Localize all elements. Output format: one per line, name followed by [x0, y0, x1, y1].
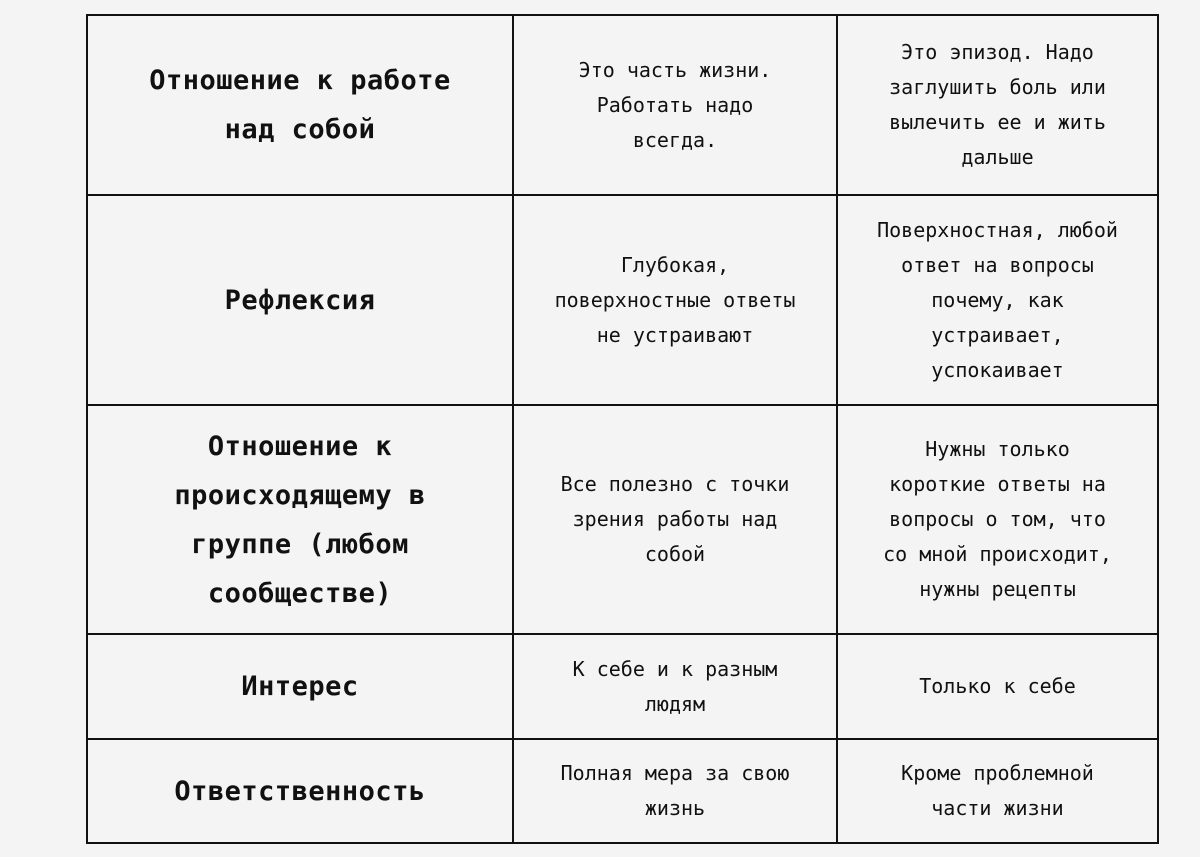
row-label-cell: Интерес: [87, 634, 513, 739]
column-a-cell: Полная мера за свою жизнь: [513, 739, 837, 843]
column-b-cell: Только к себе: [837, 634, 1158, 739]
row-label-cell: Отношение к работе над собой: [87, 15, 513, 195]
row-label-cell: Рефлексия: [87, 195, 513, 405]
table-row-interest: [87, 634, 1158, 739]
row-label-cell: Отношение к происходящему в группе (любом сообществе): [87, 405, 513, 634]
comparison-table: [86, 14, 1159, 844]
column-a-cell: Это часть жизни. Работать надо всегда.: [513, 15, 837, 195]
table-row-reflection: [87, 195, 1158, 405]
table-row-group-attitude: [87, 405, 1158, 634]
column-a-cell: Все полезно с точки зрения работы над собой: [513, 405, 837, 634]
column-b-cell: Поверхностная, любой ответ на вопросы почему, как устраивает, успокаивает: [837, 195, 1158, 405]
column-b-cell: Кроме проблемной части жизни: [837, 739, 1158, 843]
row-label-cell: Ответственность: [87, 739, 513, 843]
column-b-cell: Это эпизод. Надо заглушить боль или вылечить ее и жить дальше: [837, 15, 1158, 195]
table-row-responsibility: [87, 739, 1158, 843]
column-a-cell: К себе и к разным людям: [513, 634, 837, 739]
table-row-work-on-self: [87, 15, 1158, 195]
column-b-cell: Нужны только короткие ответы на вопросы о том, что со мной происходит, нужны рецепты: [837, 405, 1158, 634]
column-a-cell: Глубокая, поверхностные ответы не устраивают: [513, 195, 837, 405]
